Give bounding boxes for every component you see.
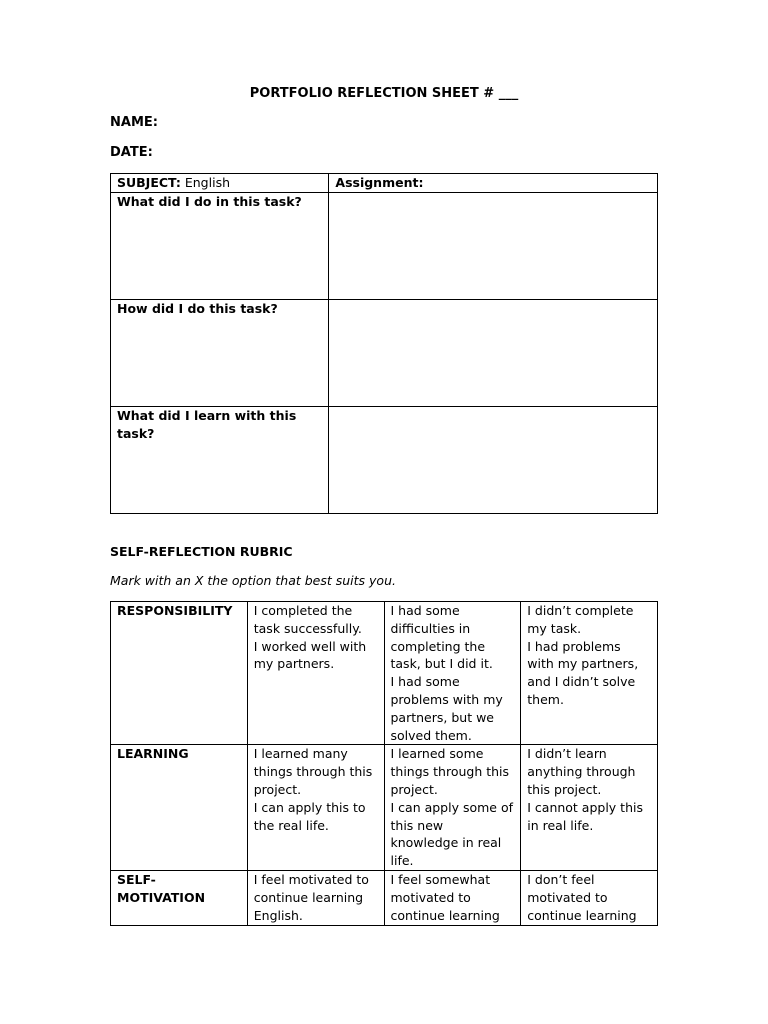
self-motivation-level-2: I feel somewhat motivated to continue learning [384, 871, 521, 925]
question-how: How did I do this task? [111, 300, 329, 407]
reflection-row-how [111, 300, 658, 407]
responsibility-level-2: I had some difficulties in completing the task, but I did it. I had some problems with my partners, but we solved them. [384, 602, 521, 745]
self-motivation-level-1: I feel motivated to continue learning English. [247, 871, 384, 925]
criterion-responsibility: RESPONSIBILITY [111, 602, 248, 745]
learning-level-3: I didn’t learn anything through this project. I cannot apply this in real life. [521, 745, 658, 871]
rubric-instructions: Mark with an X the option that best suits you. [110, 573, 396, 588]
subject-value: English [180, 175, 230, 190]
date-label: DATE: [110, 145, 153, 160]
learning-level-1: I learned many things through this project. I can apply this to the real life. [247, 745, 384, 871]
self-motivation-level-3: I don’t feel motivated to continue learning [521, 871, 658, 925]
question-what: What did I do in this task? [111, 193, 329, 300]
answer-how [329, 300, 658, 407]
criterion-learning: LEARNING [111, 745, 248, 871]
learning-level-2: I learned some things through this project. I can apply some of this new knowledge in real life. [384, 745, 521, 871]
responsibility-level-3: I didn’t complete my task. I had problems with my partners, and I didn’t solve them. [521, 602, 658, 745]
reflection-header-row [111, 174, 658, 193]
rubric-table [110, 601, 658, 926]
question-learn: What did I learn with this task? [111, 407, 329, 514]
answer-learn [329, 407, 658, 514]
subject-cell [111, 174, 329, 193]
criterion-self-motivation: SELF-MOTIVATION [111, 871, 248, 925]
answer-what [329, 193, 658, 300]
assignment-label: Assignment: [335, 175, 424, 190]
subject-label: SUBJECT: [117, 175, 181, 190]
reflection-row-what [111, 193, 658, 300]
assignment-cell [329, 174, 658, 193]
rubric-row-learning [111, 745, 658, 871]
reflection-row-learn [111, 407, 658, 514]
rubric-row-responsibility [111, 602, 658, 745]
responsibility-level-1: I completed the task successfully. I worked well with my partners. [247, 602, 384, 745]
page-title: PORTFOLIO REFLECTION SHEET # ___ [249, 86, 519, 101]
name-label: NAME: [110, 115, 158, 130]
rubric-row-self-motivation [111, 871, 658, 925]
rubric-heading: SELF-REFLECTION RUBRIC [110, 544, 293, 559]
reflection-table [110, 173, 658, 514]
